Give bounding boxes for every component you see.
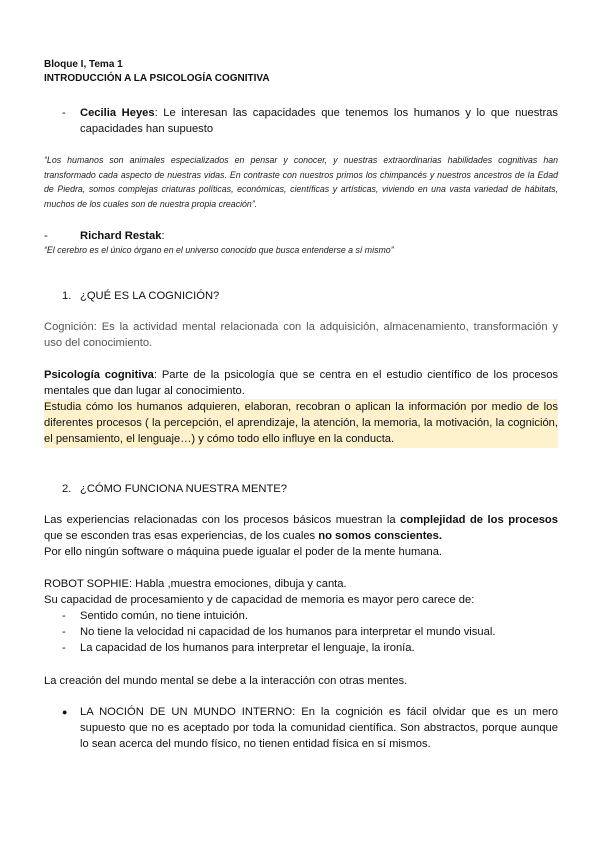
software-line: Por ello ningún software o máquina puede igualar el poder de la mente humana. [44, 546, 443, 558]
heyes-quote: “Los humanos son animales especializados en pensar y conocer, y nuestras extraordinarias habilidades cognitivas han transformado cada aspecto de nuestras vidas. En contraste con nuestros primos los chimpancés y nuestros ancestros de la Edad de Piedra, somos complejas criaturas políticas, económicas, científicas y artísticas, viviendo en una vasta variedad de hábitats, muchos de los cuales son de nuestra propia creación”. [44, 155, 558, 209]
block-label: Bloque I, Tema 1 [44, 59, 123, 70]
complejidad-paragraph [44, 512, 558, 544]
robot-capacity-line: Su capacidad de procesamiento y de capacidad de memoria es mayor pero carece de: [44, 594, 475, 606]
heyes-paragraph [80, 105, 558, 137]
cognicion-definition [44, 319, 558, 351]
section1-heading: ¿QUÉ ES LA COGNICIÓN? [80, 290, 220, 302]
robot-item-dash: - [62, 642, 66, 654]
complejidad-text-a: Las experiencias relacionadas con los procesos básicos muestran la [44, 514, 401, 526]
mundo-interno-paragraph: LA NOCIÓN DE UN MUNDO INTERNO: En la cognición es fácil olvidar que es un mero supuesto que no es aceptado por toda la comunidad científica. Son abstractos, porque aunque lo sean acerca del mundo físico, no tienen entidad física en sí mismos. [80, 706, 558, 751]
highlighted-paragraph: Estudia cómo los humanos adquieren, elaboran, recobran o aplican la información por medio de los diferentes procesos ( la percepción, el aprendizaje, la atención, la memoria, la motivación, la cognición, el pensamiento, el lenguaje…) y cómo todo ello influye en la conducta. [44, 399, 558, 448]
bullet-dot-icon: ● [62, 707, 68, 717]
robot-item-dash: - [62, 626, 66, 638]
robot-item: Sentido común, no tiene intuición. [80, 610, 248, 622]
heyes-dash: - [62, 107, 66, 119]
complejidad-text-c: que se esconden tras esas experiencias, de los cuales [44, 530, 319, 543]
psicologia-label: Psicología cognitiva [44, 369, 154, 381]
doc-title: INTRODUCCIÓN A LA PSICOLOGÍA COGNITIVA [44, 73, 270, 84]
restak-colon: : [161, 230, 165, 242]
section1-number: 1. [62, 290, 72, 302]
robot-item: La capacidad de los humanos para interpretar el lenguaje, la ironía. [80, 642, 415, 654]
robot-item: No tiene la velocidad ni capacidad de los humanos para interpretar el mundo visual. [80, 626, 496, 638]
no-conscientes-bold: no somos conscientes. [318, 530, 442, 543]
psicologia-definition [44, 367, 558, 399]
robot-item-dash: - [62, 610, 66, 622]
section2-number: 2. [62, 483, 72, 495]
complejidad-bold: complejidad de los procesos [400, 514, 558, 526]
restak-quote: “El cerebro es el único órgano en el universo conocido que busca entenderse a sí mismo” [44, 245, 394, 255]
robot-sophie-line: ROBOT SOPHIE: Habla ,muestra emociones, dibuja y canta. [44, 578, 347, 590]
restak-line [80, 228, 165, 244]
heyes-name: Cecilia Heyes [80, 107, 155, 119]
cognicion-label: Cognición [44, 321, 94, 333]
restak-name: Richard Restak [80, 230, 162, 242]
heyes-text: : Le interesan las capacidades que tenemos los humanos y lo que nuestras capacidades han supuesto [80, 107, 558, 136]
mundo-mental-line: La creación del mundo mental se debe a la interacción con otras mentes. [44, 675, 408, 687]
cognicion-text: : Es la actividad mental relacionada con la adquisición, almacenamiento, transformación y uso del conocimiento. [44, 321, 558, 350]
section2-heading: ¿CÓMO FUNCIONA NUESTRA MENTE? [80, 483, 287, 495]
restak-dash: - [44, 230, 48, 242]
psicologia-text: : Parte de la psicología que se centra en el estudio científico de los procesos mentales que dan lugar al conocimiento. [44, 369, 559, 398]
